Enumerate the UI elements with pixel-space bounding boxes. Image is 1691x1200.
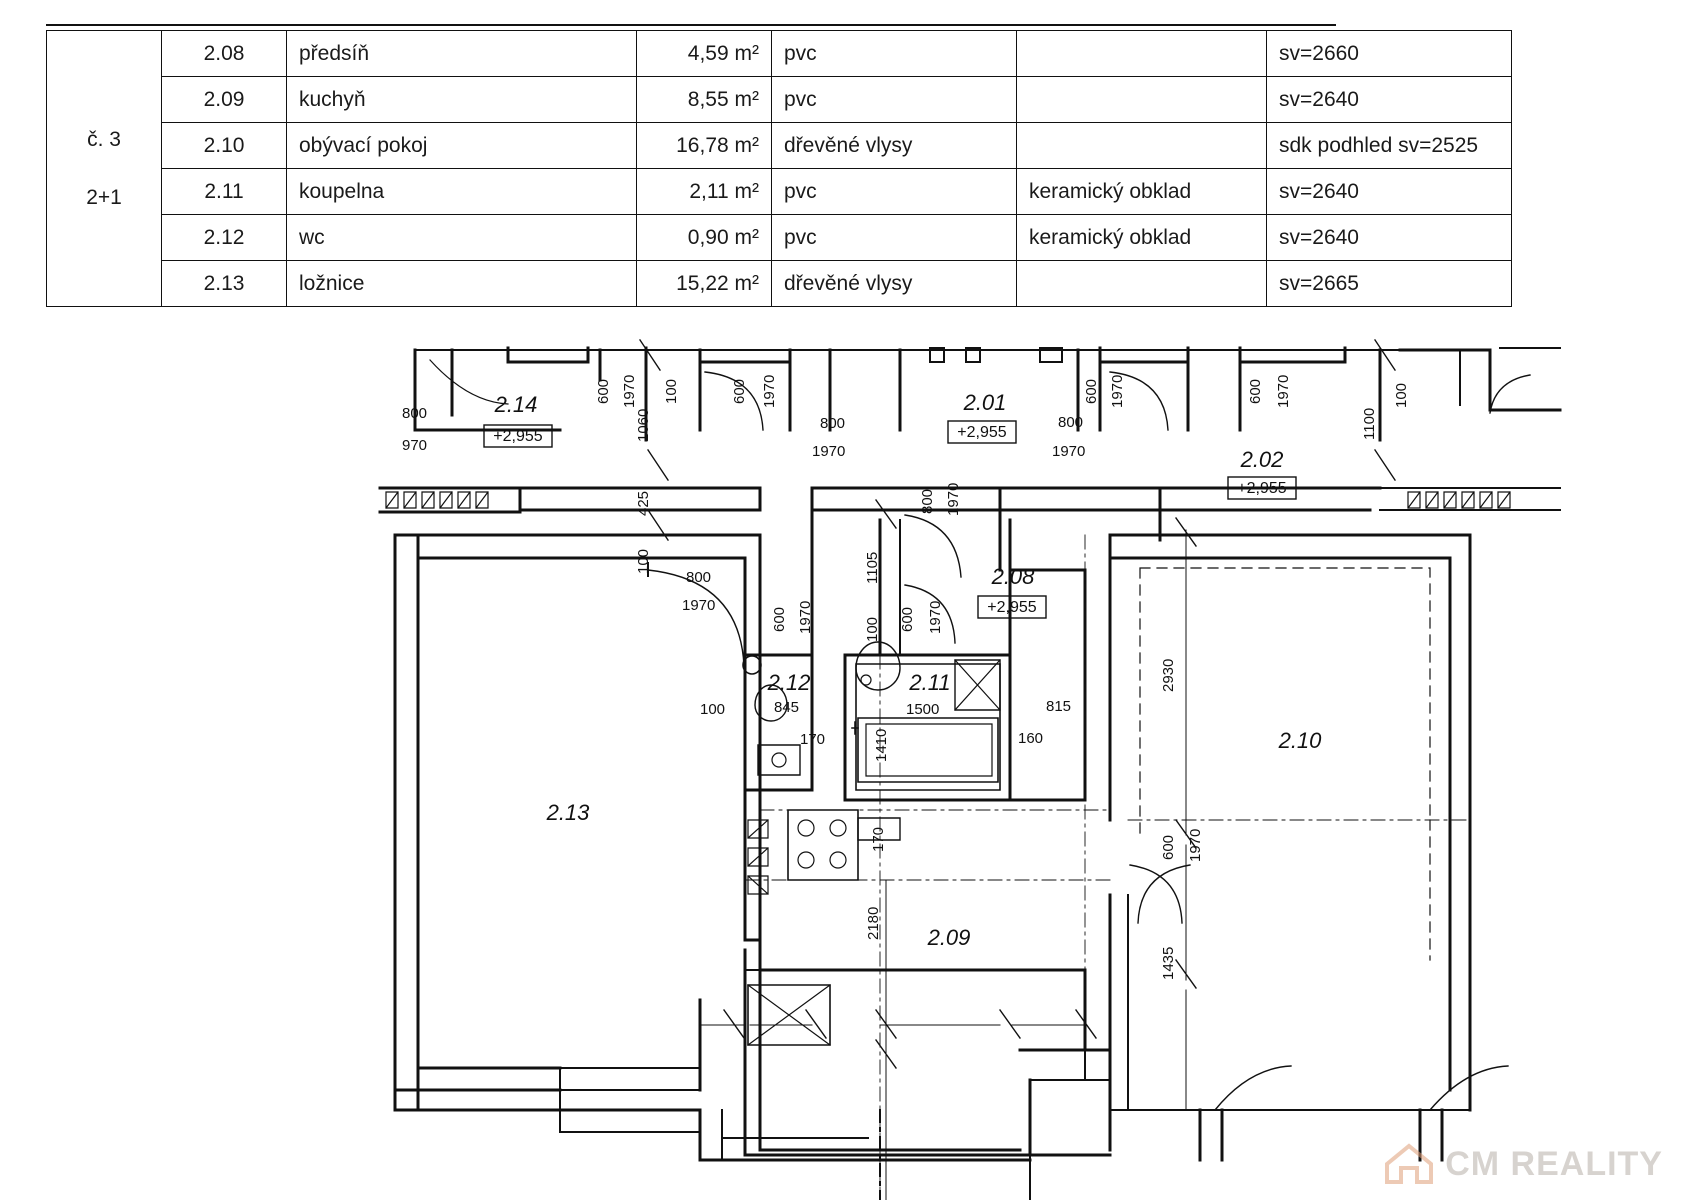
unit-group-cell [47,31,162,307]
watermark [1383,1142,1663,1186]
room-name: ložnice [287,261,637,307]
room-code: 2.13 [162,261,287,307]
dimension-text: 1970 [812,443,846,460]
room-floor: dřevěné vlysy [772,123,1017,169]
room-label: 2.02 [1240,447,1284,472]
dimension-text: 800 [919,488,936,514]
room-name: wc [287,215,637,261]
room-label: 2.09 [927,925,971,950]
room-label: 2.08 [991,564,1035,589]
table-row [47,215,1512,261]
table-row [47,169,1512,215]
dimension-text: 1970 [1275,374,1292,408]
dimension-text: 1970 [945,482,962,516]
room-note: sv=2640 [1267,169,1512,215]
room-code: 2.10 [162,123,287,169]
dimension-text: 1435 [1160,946,1177,980]
dimension-text: 800 [686,569,712,586]
unit-number: č. 3 [87,127,121,151]
room-label: 2.10 [1278,728,1322,753]
room-wall [1017,261,1267,307]
level-tag: +2,955 [987,599,1037,616]
dimension-text: 1410 [873,728,890,762]
dimension-text: 1060 [635,408,652,442]
dimension-text: 1970 [1109,374,1126,408]
dimension-text: 600 [771,606,788,632]
floor-plan [0,320,1691,1200]
room-name: koupelna [287,169,637,215]
room-label: 2.14 [494,392,538,417]
dimension-text: 100 [663,378,680,404]
room-area: 0,90 m² [637,215,772,261]
dimension-text: 100 [635,548,652,574]
dimension-text: 600 [1160,834,1177,860]
table-row [47,123,1512,169]
room-name: předsíň [287,31,637,77]
room-schedule-table [46,30,1479,310]
room-floor: dřevěné vlysy [772,261,1017,307]
dimension-text: 600 [1083,378,1100,404]
room-code: 2.08 [162,31,287,77]
dimension-text: 600 [1247,378,1264,404]
room-note: sv=2665 [1267,261,1512,307]
dimension-text: 1970 [621,374,638,408]
dimension-text: 1970 [927,600,944,634]
dimension-text: 1100 [1361,407,1378,440]
dimension-text: 1500 [906,701,940,718]
room-wall [1017,123,1267,169]
dimension-text: 600 [899,606,916,632]
unit-layout: 2+1 [86,185,122,209]
dimension-text: 425 [635,490,652,516]
room-area: 16,78 m² [637,123,772,169]
dimension-text: 100 [1393,382,1410,408]
room-area: 2,11 m² [637,169,772,215]
room-wall: keramický obklad [1017,215,1267,261]
room-floor: pvc [772,215,1017,261]
dimension-text: 800 [820,415,846,432]
dimension-text: 800 [402,405,428,422]
dimension-text: 170 [800,731,826,748]
dimension-text: 1970 [761,374,778,408]
dimension-text: 160 [1018,730,1044,747]
room-floor: pvc [772,169,1017,215]
dimension-text: 1105 [864,551,881,584]
room-wall: keramický obklad [1017,169,1267,215]
room-label: 2.12 [767,670,811,695]
level-tag: +2,955 [493,428,543,445]
room-label: 2.11 [909,670,951,695]
room-note: sv=2660 [1267,31,1512,77]
dimension-text: 600 [731,378,748,404]
room-name: obývací pokoj [287,123,637,169]
level-tag: +2,955 [957,424,1007,441]
room-wall [1017,31,1267,77]
table-row [47,31,1512,77]
table-top-rule [46,24,1336,26]
level-tag: +2,955 [1237,480,1287,497]
room-area: 15,22 m² [637,261,772,307]
room-note: sv=2640 [1267,215,1512,261]
dimension-text: 100 [700,701,726,718]
room-note: sv=2640 [1267,77,1512,123]
room-floor: pvc [772,77,1017,123]
room-wall [1017,77,1267,123]
table-row [47,77,1512,123]
table-row [47,261,1512,307]
dimension-text: 800 [1058,414,1084,431]
room-code: 2.12 [162,215,287,261]
watermark-text: CM REALITY [1445,1144,1663,1183]
room-label: 2.13 [546,800,590,825]
room-note: sdk podhled sv=2525 [1267,123,1512,169]
dimension-text: 1970 [1187,828,1204,862]
room-area: 8,55 m² [637,77,772,123]
dimension-text: 100 [864,616,881,642]
dimension-text: 1970 [682,597,716,614]
dimension-text: 845 [774,699,800,716]
dimension-text: 1970 [797,600,814,634]
dimension-text: 970 [402,437,428,454]
room-floor: pvc [772,31,1017,77]
house-icon [1383,1142,1435,1186]
dimension-text: 815 [1046,698,1072,715]
room-name: kuchyň [287,77,637,123]
room-code: 2.09 [162,77,287,123]
room-label: 2.01 [963,390,1007,415]
dimension-text: 2180 [865,906,882,940]
dimension-text: 1970 [1052,443,1086,460]
dimension-text: 170 [870,826,887,852]
room-code: 2.11 [162,169,287,215]
dimension-text: 600 [595,378,612,404]
dimension-text: 2930 [1160,658,1177,692]
room-area: 4,59 m² [637,31,772,77]
